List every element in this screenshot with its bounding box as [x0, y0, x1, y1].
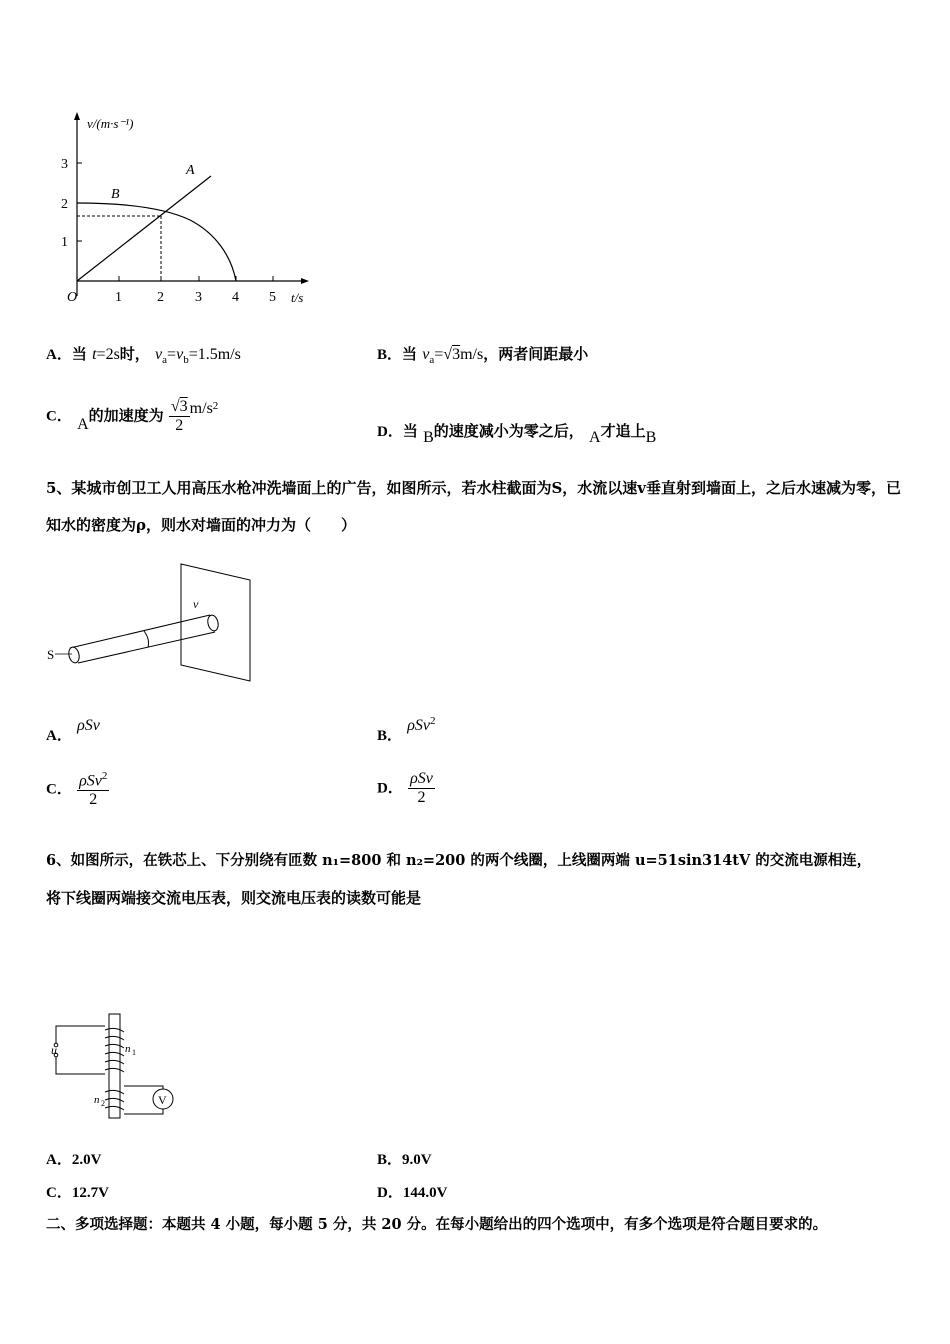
x-tick-3: 3 — [195, 290, 202, 305]
origin-label: O — [67, 290, 78, 305]
transformer-figure — [48, 1010, 183, 1122]
x-axis-arrow — [301, 278, 309, 284]
q4-option-b[interactable]: B．当 $v_a=√3m/s$，两者间距最小 — [377, 345, 589, 366]
q5-option-d[interactable]: D． $\frac{\text{ρSv}}{2}$ — [377, 770, 433, 806]
q5-option-c[interactable]: C． $\frac{\rho Sv^2}{2}$ — [46, 770, 108, 809]
velocity-label: v — [193, 597, 199, 611]
q6-question-line1: 6、如图所示，在铁芯上、下分别绕有匝数 n₁=800 和 n₂=200 的两个线圈，上线圈两端 u=51sin314tV 的交流电源相连， — [46, 852, 872, 869]
line-a-label: A — [186, 163, 195, 178]
q6-option-c[interactable]: C．12.7V — [46, 1185, 109, 1201]
svg-text:2: 2 — [101, 1099, 105, 1108]
y-tick-2: 2 — [61, 197, 68, 212]
area-label: S — [47, 647, 55, 662]
y-axis-label: v/(m·s⁻¹) — [87, 116, 134, 131]
x-tick-5: 5 — [269, 290, 276, 305]
cylinder-section — [144, 631, 149, 647]
q4-option-c[interactable]: C． A的加速度为 $\frac{√3}{2}$ $m/s^2$ — [46, 398, 219, 434]
q5-option-b[interactable]: B． ρSv$^2$ — [377, 715, 436, 744]
n1-label: n — [125, 1043, 131, 1055]
q5-option-a[interactable]: A． ρSv — [46, 717, 100, 744]
x-axis-label: t/s — [291, 290, 304, 305]
section-2-heading: 二、多项选择题：本题共 4 小题，每小题 5 分，共 20 分。在每小题给出的四个选项中，有多个选项是符合题目要求的。 — [46, 1216, 828, 1233]
x-tick-2: 2 — [157, 290, 164, 305]
source-label: u — [51, 1043, 57, 1057]
n2-label: n — [94, 1094, 100, 1106]
velocity-time-graph — [55, 110, 325, 310]
q5-question-text: 5、某城市创卫工人用高压水枪冲洗墙面上的广告，如图所示，若水柱截面为S，水流以速v垂直射到墙面上，之后水速减为零，已知水的密度为ρ，则水对墙面的冲力为（ ） — [46, 479, 901, 534]
svg-text:1: 1 — [132, 1048, 136, 1057]
x-tick-1: 1 — [115, 290, 122, 305]
q6-question-line2: 将下线圈两端接交流电压表，则交流电压表的读数可能是 — [46, 889, 422, 907]
voltmeter-label: V — [158, 1093, 167, 1107]
q4-option-a[interactable]: A．当 t=2s时， $v_a=v_b=1.5m/s$ — [46, 345, 241, 366]
y-axis-arrow — [74, 112, 80, 120]
y-tick-1: 1 — [61, 235, 68, 250]
line-a — [77, 176, 211, 281]
line-b-label: B — [111, 187, 120, 202]
x-tick-4: 4 — [232, 290, 239, 305]
y-tick-3: 3 — [61, 157, 68, 172]
curve-b — [77, 203, 236, 281]
q6-option-d[interactable]: D．144.0V — [377, 1185, 448, 1201]
q5-c-fraction: $\frac{\rho Sv^2}{2}$ — [79, 770, 108, 809]
water-jet-figure — [45, 560, 260, 685]
q6-option-a[interactable]: A．2.0V — [46, 1152, 102, 1168]
cylinder-left-end — [67, 646, 80, 664]
acceleration-fraction: $\frac{√3}{2}$ — [170, 398, 188, 434]
q5-d-fraction: $\frac{\text{ρSv}}{2}$ — [410, 770, 433, 806]
q6-option-b[interactable]: B．9.0V — [377, 1152, 432, 1168]
q4-option-d[interactable]: D．当 B的速度减小为零之后， A才追上B — [377, 422, 657, 446]
